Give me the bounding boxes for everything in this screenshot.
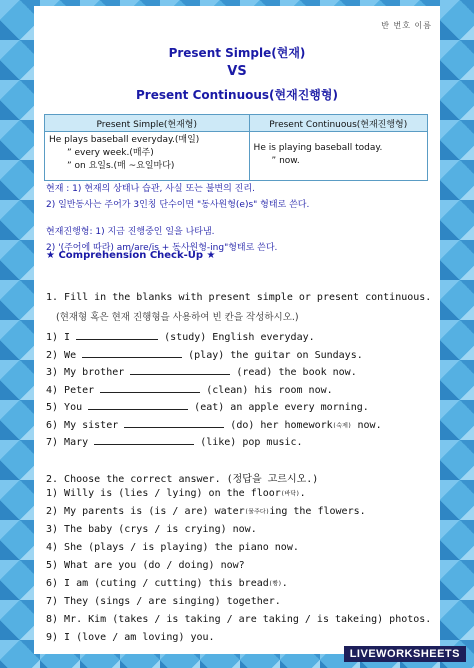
- comparison-table: [44, 114, 428, 181]
- table-cell-simple: [45, 132, 250, 181]
- q1-prompt: 1. Fill in the blanks with present simple or present continuous.: [46, 292, 432, 303]
- q2-item-5[interactable]: 5) What are you (do / doing) now?: [46, 560, 245, 571]
- answer-blank[interactable]: [100, 382, 200, 393]
- worksheet: [34, 6, 440, 654]
- q1-item-2: 2) We (play) the guitar on Sundays.: [46, 347, 363, 361]
- simple-example-2: ” every week.(매주): [67, 148, 154, 158]
- note-continuous-1: 현재진행형: 1) 지금 진행중인 일을 나타냄.: [46, 227, 215, 237]
- note-continuous-2: 2) '(주어에 따라) am/are/is + 동사원형-ing"형태로 쓴다.: [46, 243, 278, 253]
- table-header-simple: Present Simple(현재형): [45, 115, 250, 132]
- table-cell-continuous: [249, 132, 427, 181]
- note-present-2: 2) 일반동사는 주어가 3인칭 단수이면 "동사원형(e)s" 형태로 쓴다.: [46, 200, 310, 210]
- q1-item-3: 3) My brother (read) the book now.: [46, 364, 357, 378]
- table-header-continuous: Present Continuous(현재진행형): [249, 115, 427, 132]
- q1-korean: (현재형 혹은 현재 진행형을 사용하여 빈 칸을 작성하시오.): [56, 312, 299, 323]
- answer-blank[interactable]: [94, 434, 194, 445]
- q2-item-8[interactable]: 8) Mr. Kim (takes / is taking / are taking / is takeing) photos.: [46, 614, 432, 625]
- simple-example-1: He plays baseball everyday.(매일): [49, 135, 200, 145]
- q2-item-1[interactable]: 1) Willy is (lies / lying) on the floor(바닥).: [46, 488, 306, 499]
- title-present-continuous: Present Continuous(현재진행형): [136, 88, 338, 102]
- q2-item-3[interactable]: 3) The baby (crys / is crying) now.: [46, 524, 257, 535]
- q2-prompt: 2. Choose the correct answer. (정답을 고르시오.): [46, 474, 319, 485]
- q1-item-6: 6) My sister (do) her homework(숙제) now.: [46, 417, 382, 431]
- answer-blank[interactable]: [124, 417, 224, 428]
- student-info-header: 반 번호 이름: [381, 21, 432, 30]
- q1-item-1: 1) I (study) English everyday.: [46, 329, 315, 343]
- q2-item-6[interactable]: 6) I am (cuting / cutting) this bread(빵).: [46, 578, 288, 589]
- note-present-1: 현재 : 1) 현재의 상태나 습관, 사실 또는 불변의 진리.: [46, 184, 255, 194]
- continuous-example-2: ” now.: [271, 156, 300, 166]
- q1-item-5: 5) You (eat) an apple every morning.: [46, 399, 369, 413]
- q1-item-4: 4) Peter (clean) his room now.: [46, 382, 333, 396]
- q1-item-7: 7) Mary (like) pop music.: [46, 434, 303, 448]
- answer-blank[interactable]: [76, 329, 158, 340]
- answer-blank[interactable]: [130, 364, 230, 375]
- liveworksheets-logo[interactable]: LIVEWORKSHEETS: [344, 646, 466, 662]
- check-up-title: ★ Comprehension Check-Up ★: [46, 250, 216, 261]
- q2-item-2[interactable]: 2) My parents is (is / are) water(물주다)ing the flowers.: [46, 506, 366, 517]
- answer-blank[interactable]: [88, 399, 188, 410]
- answer-blank[interactable]: [82, 347, 182, 358]
- continuous-example-1: He is playing baseball today.: [253, 143, 383, 153]
- title-vs: VS: [227, 64, 247, 79]
- q2-item-9[interactable]: 9) I (love / am loving) you.: [46, 632, 215, 643]
- simple-example-3: ” on 요일s.(매 ~요일마다): [67, 161, 175, 171]
- q2-item-4[interactable]: 4) She (plays / is playing) the piano now.: [46, 542, 299, 553]
- title-present-simple: Present Simple(현재): [168, 46, 306, 60]
- q2-item-7[interactable]: 7) They (sings / are singing) together.: [46, 596, 281, 607]
